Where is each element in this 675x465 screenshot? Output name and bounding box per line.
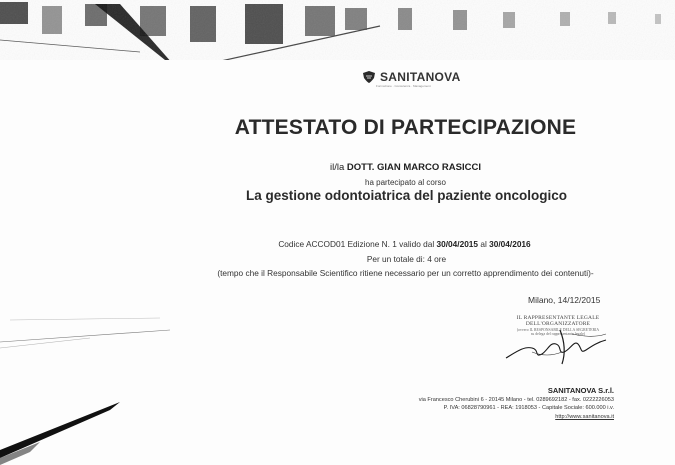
logo-name: SANITANOVA <box>380 70 461 84</box>
scan-artifact-bottom <box>0 380 675 465</box>
sanitanova-logo <box>362 70 461 88</box>
rep-title: IL RAPPRESENTANTE LEGALE <box>516 315 600 321</box>
course-title: La gestione odontoiatrica del paziente oncologico <box>245 188 568 203</box>
valid-middle: al <box>480 239 487 249</box>
scan-artifact-top <box>0 0 675 60</box>
participated-text: ha partecipato al corso <box>365 178 446 187</box>
valid-from: 30/04/2015 <box>436 239 479 249</box>
company-name: SANITANOVA S.r.l. <box>547 386 614 395</box>
total-hours: Per un totale di: 4 ore <box>366 254 447 264</box>
time-note: (tempo che il Responsabile Scientifico ritiene necessario per un corretto apprendimento dei contenuti)- <box>217 268 594 278</box>
rep-delegate: (ovvero IL RESPONSABILE DELLA SEGRETERIA <box>516 328 600 332</box>
recipient-prefix: il/la <box>330 162 345 173</box>
place-date: Milano, 14/12/2015 <box>528 295 601 305</box>
valid-to: 30/04/2016 <box>489 239 531 249</box>
logo-tagline: Formazione · Consulenza · Management <box>376 84 431 88</box>
recipient-name: DOTT. GIAN MARCO RASICCI <box>346 162 481 173</box>
course-code-validity <box>0 239 675 249</box>
sanitanova-shield-icon <box>362 71 376 83</box>
company-website[interactable]: http://www.sanitanova.it <box>555 414 614 420</box>
company-address: via Francesco Cherubini 6 - 20145 Milano - tel. 0289692182 - fax. 0222226053 <box>418 397 614 403</box>
scan-streaks <box>0 300 675 360</box>
recipient-line <box>0 162 675 173</box>
code-prefix: Codice ACCOD01 Edizione N. 1 valido dal <box>278 239 435 249</box>
rep-delegate-note: su delega del rappresentante legale) <box>530 332 586 336</box>
certificate-title: ATTESTATO DI PARTECIPAZIONE <box>234 116 577 139</box>
rep-organizer: DELL'ORGANIZZATORE <box>525 321 591 327</box>
company-registry: P. IVA: 06828790961 - REA: 1918053 - Capitale Sociale: 600.000 i.v. <box>443 405 614 411</box>
